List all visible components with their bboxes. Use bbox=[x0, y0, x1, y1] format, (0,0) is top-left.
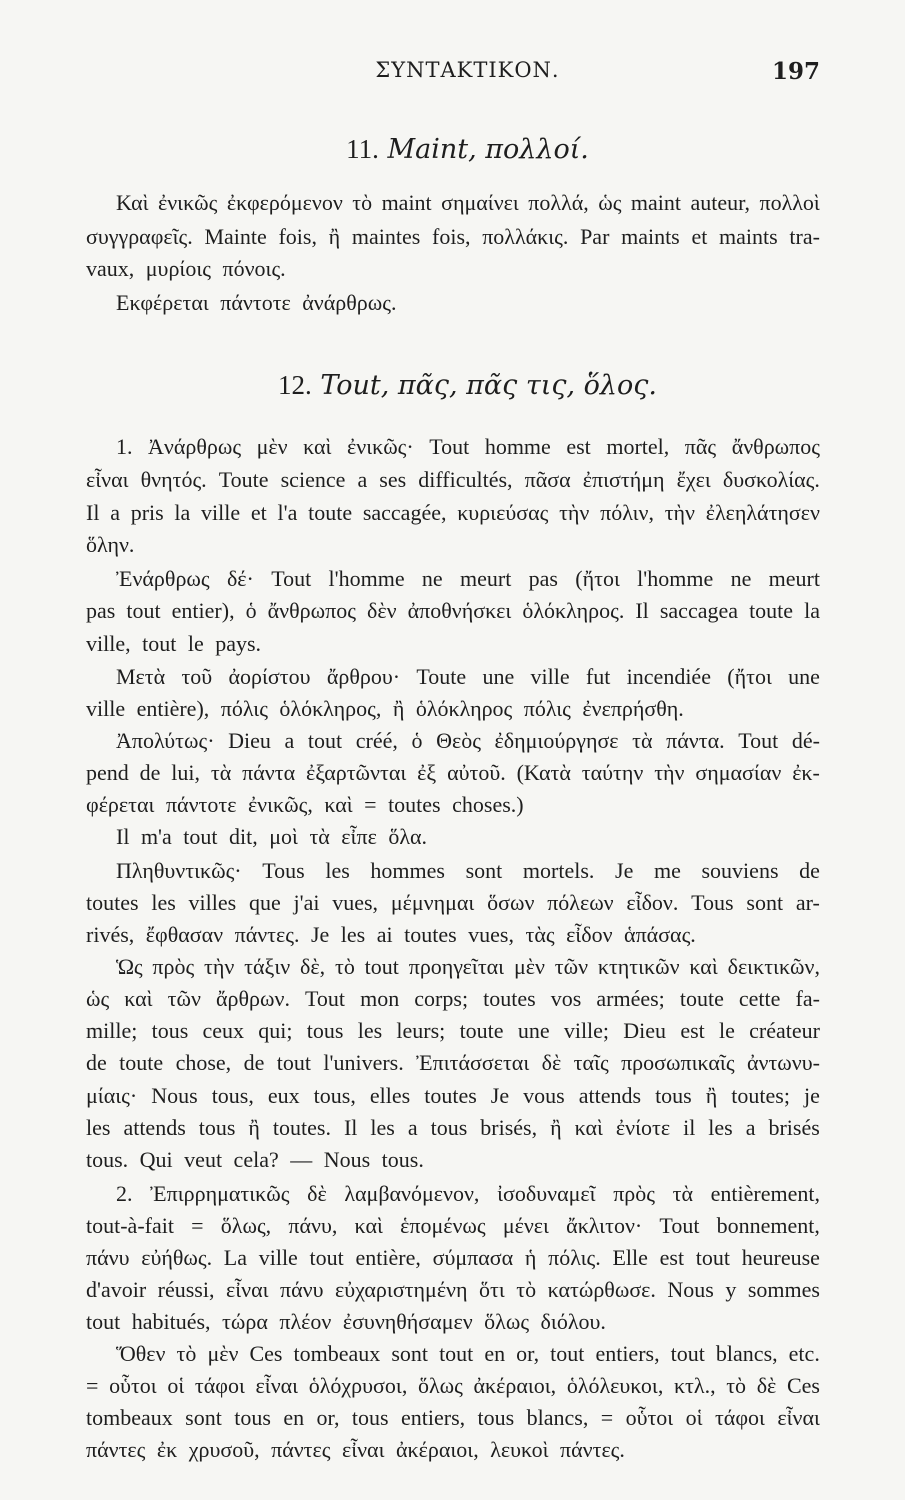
text-line: tout-à-fait = ὅλως, πάνυ, καὶ ἑπομένως μένει ἄκλιτον· Tout bonnement, bbox=[86, 1213, 820, 1238]
text-line: Ἀπολύτως· Dieu a tout créé, ὁ Θεὸς ἐδημιούργησε τὰ πάντα. Tout dé- bbox=[116, 728, 820, 753]
text-line: Ὅθεν τὸ μὲν Ces tombeaux sont tout en or, tout entiers, tout blancs, etc. bbox=[116, 1341, 820, 1366]
text-line: les attends tous ἢ toutes. Il les a tous brisés, ἢ καὶ ἐνίοτε il les a brisés bbox=[86, 1115, 820, 1140]
text-line: pas tout entier), ὁ ἄνθρωπος δὲν ἀποθνήσκει ὁλόκληρος. Il saccagea toute la bbox=[86, 598, 820, 623]
text-line: Il a pris la ville et l'a toute saccagée, κυριεύσας τὴν πόλιν, τὴν ἐλεηλάτησεν bbox=[86, 500, 820, 525]
text-line: tous. Qui veut cela? — Nous tous. bbox=[86, 1147, 424, 1172]
text-line: εἶναι θνητός. Toute science a ses difficultés, πᾶσα ἐπιστήμη ἔχει δυσκολίας. bbox=[86, 467, 820, 492]
page-number: 197 bbox=[771, 58, 820, 85]
text-line: vaux, μυρίοις πόνοις. bbox=[86, 256, 286, 281]
text-line: Μετὰ τοῦ ἀορίστου ἄρθρου· Toute une ville fut incendiée (ἤτοι une bbox=[116, 664, 820, 689]
text-line: μίαις· Nous tous, eux tous, elles toutes Je vous attends tous ἢ toutes; je bbox=[86, 1083, 820, 1108]
section-number: 11. bbox=[346, 134, 379, 164]
text-line: d'avoir réussi, εἶναι πάνυ εὐχαριστημένη ὅτι τὸ κατώρθωσε. Nous y sommes bbox=[86, 1277, 820, 1302]
text-line: toutes les villes que j'ai vues, μέμνημαι ὅσων πόλεων εἶδον. Tous sont ar- bbox=[86, 890, 820, 915]
text-line: = οὗτοι οἱ τάφοι εἶναι ὁλόχρυσοι, ὅλως ἀκέραιοι, ὁλόλευκοι, κτλ., τὸ δὲ Ces bbox=[86, 1373, 820, 1398]
text-line: pend de lui, τὰ πάντα ἐξαρτῶνται ἐξ αὐτοῦ. (Κατὰ ταύτην τὴν σημασίαν ἐκ- bbox=[86, 760, 820, 785]
text-line: tout habitués, τώρα πλέον ἐσυνηθήσαμεν ὅλως διόλου. bbox=[86, 1309, 606, 1334]
section-title: Maint, πολλοί. bbox=[387, 134, 589, 165]
text-line: Ὡς πρὸς τὴν τάξιν δὲ, τὸ tout προηγεῖται μὲν τῶν κτητικῶν καὶ δεικτικῶν, bbox=[116, 954, 820, 979]
text-line: ville, tout le pays. bbox=[86, 631, 262, 656]
text-line: συγγραφεῖς. Mainte fois, ἢ maintes fois, πολλάκις. Par maints et maints tra- bbox=[86, 224, 820, 249]
text-line: 2. Ἐπιρρηματικῶς δὲ λαμβανόμενον, ἰσοδυναμεῖ πρὸς τὰ entièrement, bbox=[116, 1181, 820, 1206]
text-line: Il m'a tout dit, μοὶ τὰ εἶπε ὅλα. bbox=[116, 824, 428, 849]
text-line: Ἐνάρθρως δέ· Tout l'homme ne meurt pas (ἤτοι l'homme ne meurt bbox=[116, 566, 820, 591]
text-line: ville entière), πόλις ὁλόκληρος, ἢ ὁλόκληρος πόλις ἐνεπρήσθη. bbox=[86, 696, 684, 721]
running-title: ΣΥΝΤΑΚΤΙΚΟΝ. bbox=[375, 58, 560, 82]
text-line: ὅλην. bbox=[86, 532, 135, 557]
text-line: mille; tous ceux qui; tous les leurs; toute une ville; Dieu est le créateur bbox=[86, 1018, 820, 1043]
text-line: tombeaux sont tous en or, tous entiers, tous blancs, = οὗτοι οἱ τάφοι εἶναι bbox=[86, 1405, 820, 1430]
section-title: Tout, πᾶς, πᾶς τις, ὅλος. bbox=[320, 370, 657, 401]
page-header bbox=[115, 58, 820, 90]
text-line: Πληθυντικῶς· Tous les hommes sont mortels. Je me souviens de bbox=[116, 858, 820, 883]
text-line: Καὶ ἐνικῶς ἐκφερόμενον τὸ maint σημαίνει πολλά, ὡς maint auteur, πολλοὶ bbox=[116, 190, 820, 215]
text-line: Εκφέρεται πάντοτε ἀνάρθρως. bbox=[116, 290, 397, 315]
text-line: πάνυ εὐήθως. La ville tout entière, σύμπασα ἡ πόλις. Elle est tout heureuse bbox=[86, 1245, 820, 1270]
section-heading-12 bbox=[115, 370, 820, 401]
text-line: de toute chose, de tout l'univers. Ἐπιτάσσεται δὲ ταῖς προσωπικαῖς ἀντωνυ- bbox=[86, 1050, 820, 1075]
text-line: ὡς καὶ τῶν ἄρθρων. Tout mon corps; toutes vos armées; toute cette fa- bbox=[86, 986, 820, 1011]
section-number: 12. bbox=[278, 370, 312, 400]
text-line: 1. Ἀνάρθρως μὲν καὶ ἐνικῶς· Tout homme est mortel, πᾶς ἄνθρωπος bbox=[116, 434, 820, 459]
section-heading-11 bbox=[115, 134, 820, 165]
text-line: rivés, ἔφθασαν πάντες. Je les ai toutes vues, τὰς εἶδον ἁπάσας. bbox=[86, 922, 696, 947]
text-line: φέρεται πάντοτε ἐνικῶς, καὶ = toutes choses.) bbox=[86, 792, 524, 817]
text-line: πάντες ἐκ χρυσοῦ, πάντες εἶναι ἀκέραιοι, λευκοὶ πάντες. bbox=[86, 1437, 625, 1462]
